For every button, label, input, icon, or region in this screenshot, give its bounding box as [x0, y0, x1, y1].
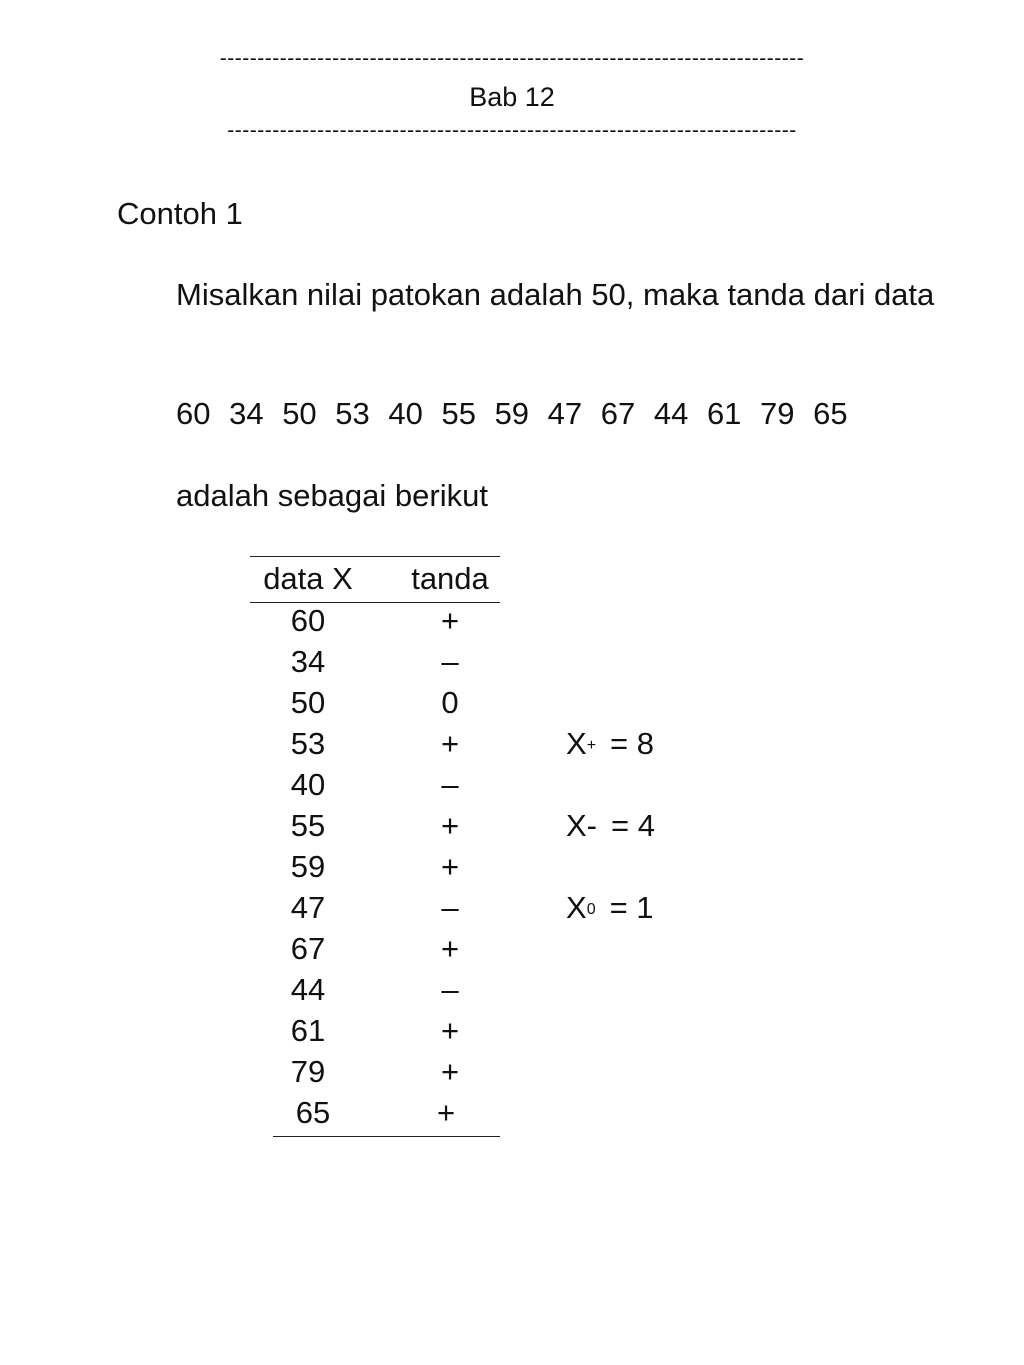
table-top-rule	[250, 556, 500, 557]
row-sign: 0	[441, 685, 459, 720]
row-sign: –	[441, 767, 459, 802]
row-value: 40	[290, 767, 326, 802]
row-value: 55	[290, 808, 326, 843]
summary-value: = 8	[610, 726, 654, 761]
row-value: 53	[290, 726, 326, 761]
row-value: 59	[290, 849, 326, 884]
summary-symbol: X-	[566, 808, 597, 843]
summary-symbol: X	[566, 726, 587, 761]
row-sign: +	[440, 603, 460, 638]
row-value: 65	[295, 1095, 331, 1130]
row-sign: +	[440, 808, 460, 843]
summary-positive	[566, 723, 654, 764]
row-sign: –	[441, 972, 459, 1007]
summary-negative	[566, 805, 655, 846]
summary-symbol: X	[566, 890, 587, 925]
chapter-title: Bab 12	[469, 82, 555, 112]
summary-superscript: 0	[586, 901, 596, 918]
row-value: 50	[290, 685, 326, 720]
summary-zero	[566, 887, 654, 928]
intro-paragraph: Misalkan nilai patokan adalah 50, maka tanda dari data	[176, 277, 935, 312]
row-value: 60	[290, 603, 326, 638]
example-heading: Contoh 1	[117, 196, 243, 231]
row-sign: +	[440, 726, 460, 761]
row-sign: +	[440, 1054, 460, 1089]
bottom-divider: ----------------------------------------------------------------------------	[227, 119, 797, 142]
row-value: 67	[290, 931, 326, 966]
row-sign: +	[440, 931, 460, 966]
row-sign: –	[441, 890, 459, 925]
row-value: 79	[290, 1054, 326, 1089]
row-value: 61	[290, 1013, 326, 1048]
row-value: 47	[290, 890, 326, 925]
header-data-x: data X	[263, 561, 353, 596]
summary-value: = 1	[609, 890, 654, 925]
data-series: 60 34 50 53 40 55 59 47 67 44 61 79 65	[176, 396, 848, 431]
header-sign: tanda	[411, 561, 489, 596]
row-sign: +	[440, 849, 460, 884]
row-sign: –	[441, 644, 459, 679]
row-sign: +	[440, 1013, 460, 1048]
summary-superscript: +	[586, 737, 597, 754]
table-bottom-rule	[273, 1136, 500, 1137]
top-divider: ------------------------------------------------------------------------------	[219, 47, 805, 70]
row-sign: +	[436, 1095, 456, 1130]
outro-paragraph: adalah sebagai berikut	[176, 478, 488, 513]
row-value: 44	[290, 972, 326, 1007]
row-value: 34	[290, 644, 326, 679]
summary-value: = 4	[611, 808, 655, 843]
